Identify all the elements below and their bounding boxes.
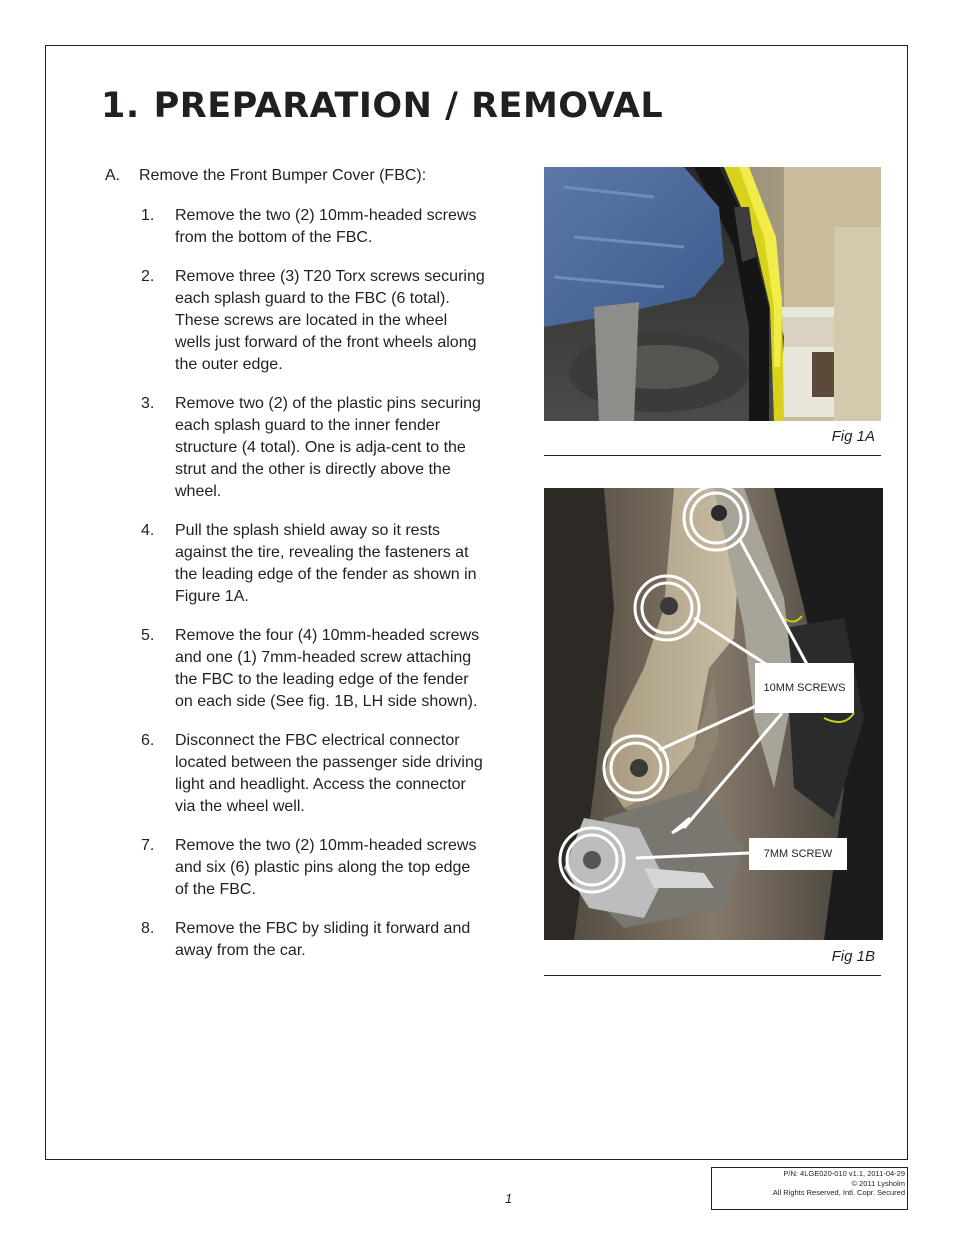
step-text: Remove the FBC by sliding it forward and away from the car. <box>175 920 471 959</box>
figure-1a-rule <box>544 455 881 456</box>
step-number: 7. <box>141 837 155 854</box>
page-number: 1 <box>505 1191 513 1206</box>
step-number: 3. <box>141 395 155 412</box>
step-item <box>141 205 505 249</box>
callout-7mm-screw: 7MM SCREW <box>749 838 847 870</box>
instruction-section <box>105 165 505 979</box>
step-text: Remove two (2) of the plastic pins securing each splash guard to the inner fender structure (4 total). One is adja-cent to the strut and the other is directly above the wheel. <box>175 395 481 500</box>
step-item <box>141 730 505 818</box>
step-text: Remove the four (4) 10mm-headed screws and one (1) 7mm-headed screw attaching the FBC to the leading edge of the fender on each side (See fig. 1B, LH side shown). <box>175 627 480 710</box>
callout-10mm-screws: 10MM SCREWS <box>755 663 854 713</box>
title-text: PREPARATION / REMOVAL <box>153 86 664 126</box>
title-number: 1. <box>101 86 140 126</box>
section-heading <box>105 165 505 187</box>
figure-1b-rule <box>544 975 881 976</box>
step-item <box>141 520 505 608</box>
step-number: 2. <box>141 268 155 285</box>
step-text: Remove three (3) T20 Torx screws securing each splash guard to the FBC (6 total). These screws are located in the wheel wells just forward of the front wheels along the outer edge. <box>175 268 485 373</box>
step-item <box>141 835 505 901</box>
step-text: Disconnect the FBC electrical connector located between the passenger side driving light and headlight. Access the connector via the wheel well. <box>175 732 483 815</box>
figure-1a-photo <box>544 167 881 421</box>
part-number: P/N: 4LGE020-010 v1.1, 2011-04-29 <box>783 1169 905 1178</box>
step-number: 5. <box>141 627 155 644</box>
figure-1b-caption: Fig 1B <box>831 948 875 965</box>
step-item <box>141 625 505 713</box>
page-title <box>101 86 663 126</box>
step-text: Pull the splash shield away so it rests against the tire, revealing the fasteners at the leading edge of the fender as shown in Figure 1A. <box>175 522 477 605</box>
step-number: 8. <box>141 920 155 937</box>
copyright-line: © 2011 Lysholm <box>851 1178 905 1188</box>
step-text: Remove the two (2) 10mm-headed screws and six (6) plastic pins along the top edge of the FBC. <box>175 837 477 898</box>
step-number: 4. <box>141 522 155 539</box>
step-item <box>141 266 505 376</box>
section-letter: A. <box>105 167 121 184</box>
step-list <box>105 205 505 962</box>
figure-1a-caption: Fig 1A <box>831 428 875 445</box>
step-number: 1. <box>141 207 155 224</box>
figure-1b-photo <box>544 488 883 940</box>
step-item <box>141 918 505 962</box>
rights-line: All Rights Reserved, Intl. Copr. Secured <box>772 1188 905 1197</box>
step-item <box>141 393 505 503</box>
section-heading-text: Remove the Front Bumper Cover (FBC): <box>139 167 427 184</box>
copyright-box <box>711 1167 908 1210</box>
step-text: Remove the two (2) 10mm-headed screws from the bottom of the FBC. <box>175 207 477 246</box>
step-number: 6. <box>141 732 155 749</box>
